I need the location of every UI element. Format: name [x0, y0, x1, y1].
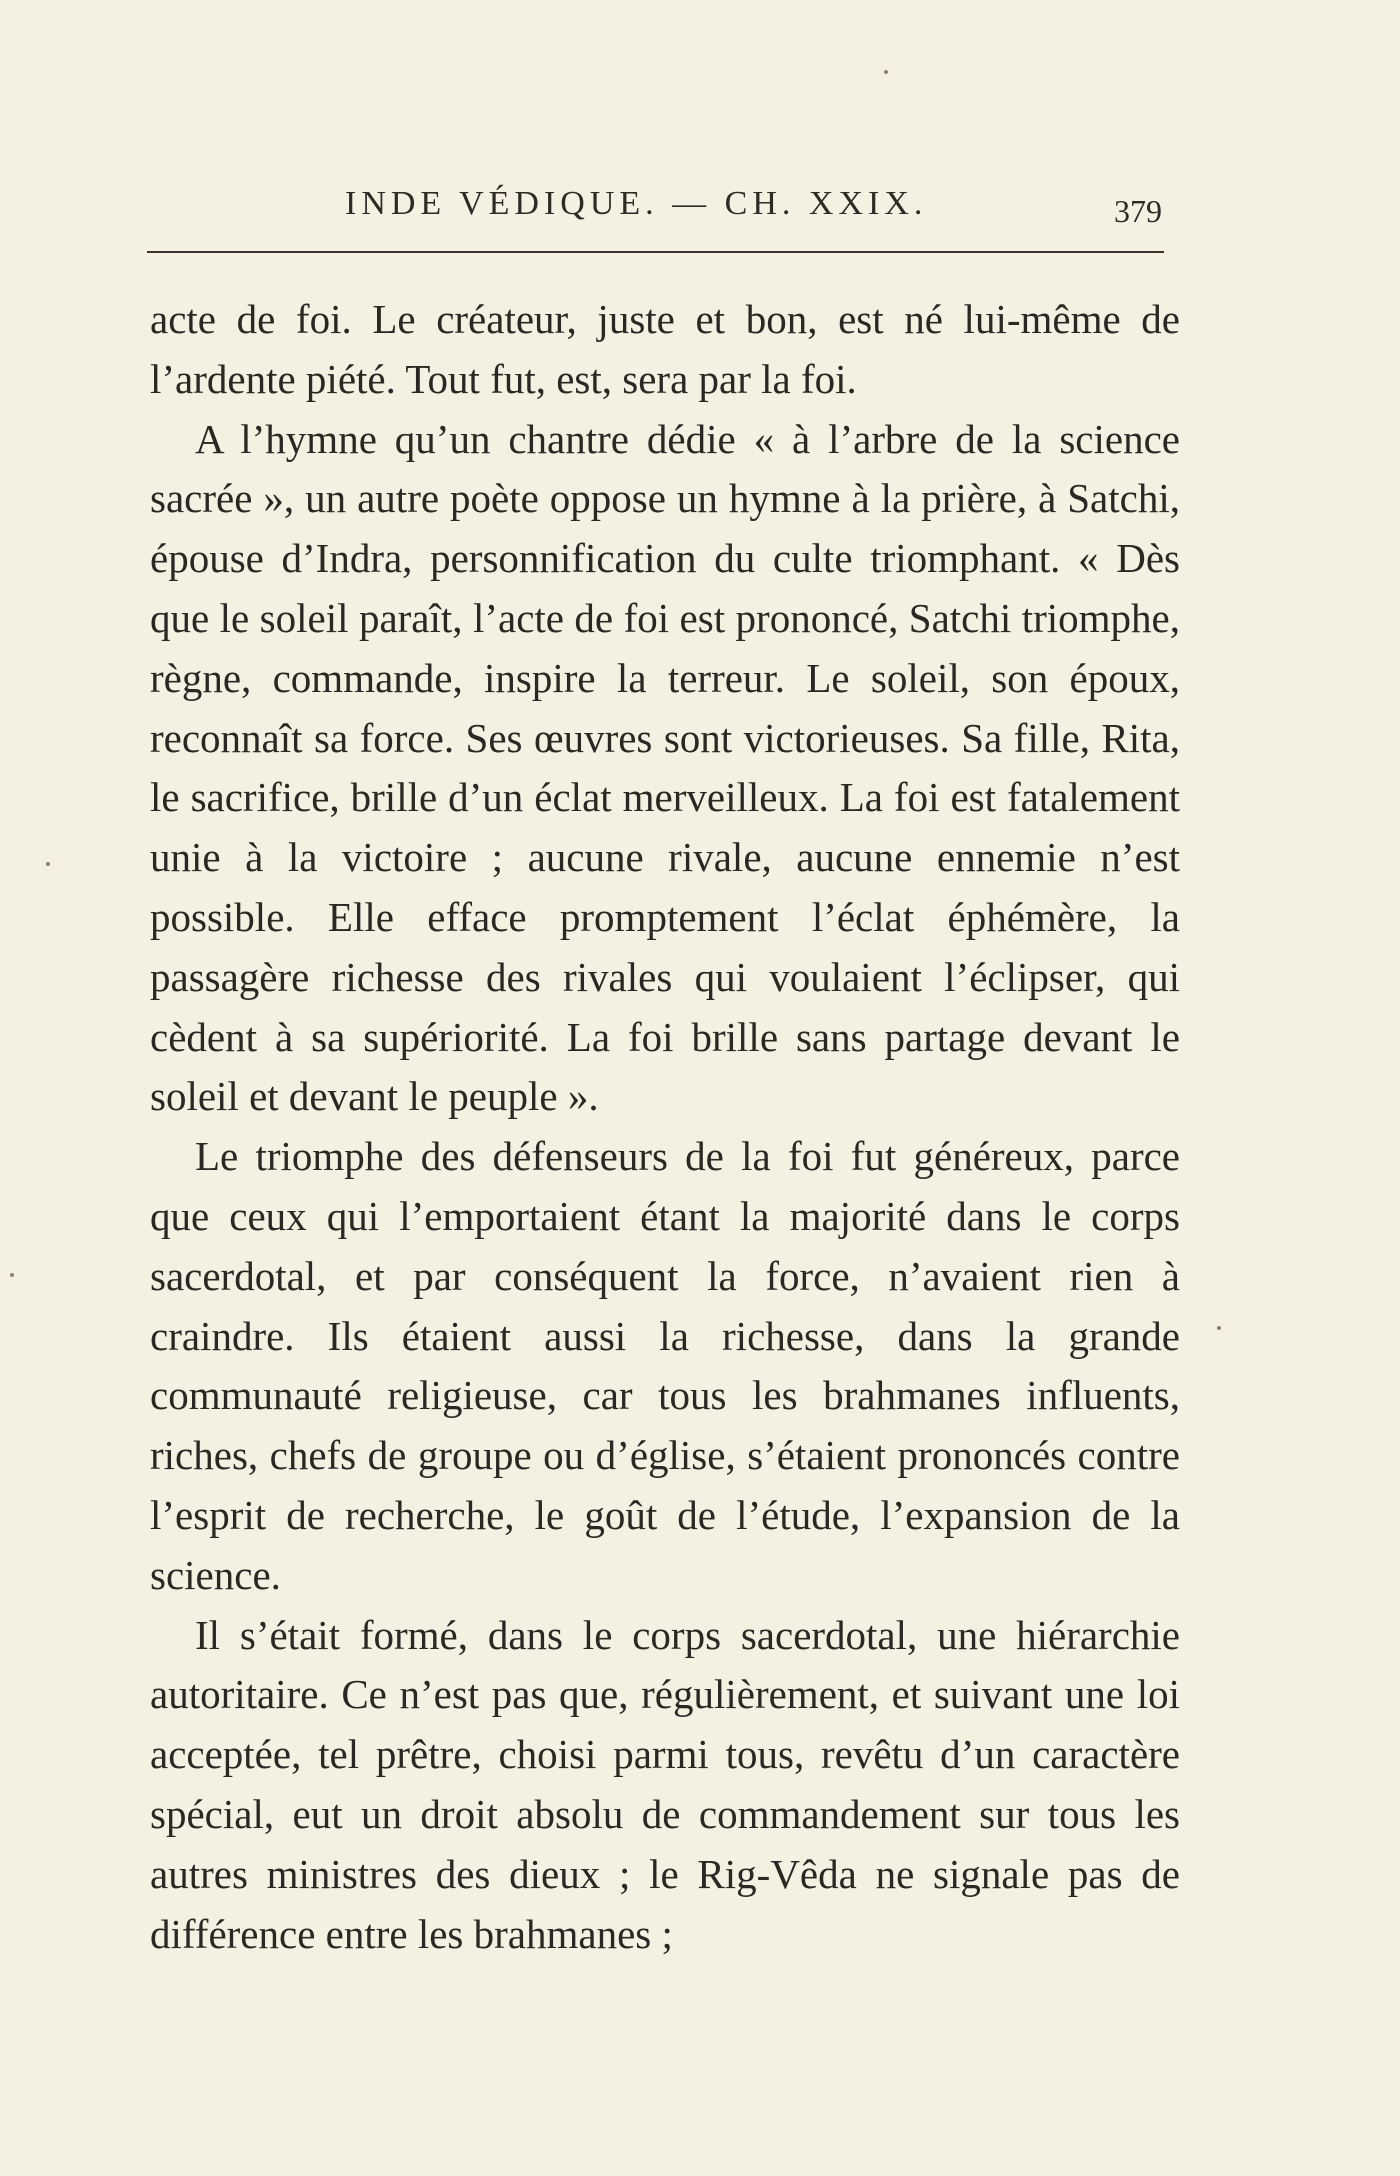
paragraph-1: acte de foi. Le créateur, juste et bon, est né lui-même de l’ardente piété. Tout fut, est, sera par la foi.	[150, 296, 1180, 402]
paragraph-4: Il s’était formé, dans le corps sacerdotal, une hiérarchie autoritaire. Ce n’est pas que, régulièrement, et suivant une loi acceptée, tel prêtre, choisi parmi tous, revêtu d’un caractère spécial, eut un droit absolu de commandement sur tous les autres ministres des dieux ; le Rig-Vêda ne signale pas de différence entre les brahmanes ;	[150, 1611, 1180, 1957]
running-head: INDE VÉDIQUE. — CH. XXIX.	[345, 185, 928, 222]
paper-speck	[10, 1273, 14, 1277]
paper-speck	[884, 70, 888, 74]
paper-speck	[1217, 1326, 1221, 1330]
paragraph-3: Le triomphe des défenseurs de la foi fut généreux, parce que ceux qui l’emportaient étant la majorité dans le corps sacerdotal, et par conséquent la force, n’avaient rien à craindre. Ils étaient aussi la richesse, dans la grande communauté religieuse, car tous les brahmanes influents, riches, chefs de groupe ou d’église, s’étaient prononcés contre l’esprit de recherche, le goût de l’étude, l’expansion de la science.	[150, 1133, 1180, 1598]
header-rule	[147, 251, 1164, 253]
page-header	[150, 185, 1170, 235]
paragraph-2: A l’hymne qu’un chantre dédie « à l’arbre de la science sacrée », un autre poète oppose un hymne à la prière, à Satchi, épouse d’Indra, personnification du culte triomphant. « Dès que le soleil paraît, l’acte de foi est prononcé, Satchi triomphe, règne, commande, inspire la terreur. Le soleil, son époux, reconnaît sa force. Ses œuvres sont victorieuses. Sa fille, Rita, le sacrifice, brille d’un éclat merveilleux. La foi est fatalement unie à la victoire ; aucune rivale, aucune ennemie n’est possible. Elle efface promptement l’éclat éphémère, la passagère richesse des rivales qui voulaient l’éclipser, qui cèdent à sa supériorité. La foi brille sans partage devant le soleil et devant le peuple ».	[150, 415, 1180, 1120]
page-number: 379	[1114, 193, 1162, 229]
paper-speck	[46, 862, 50, 866]
body-text	[150, 290, 1180, 1964]
